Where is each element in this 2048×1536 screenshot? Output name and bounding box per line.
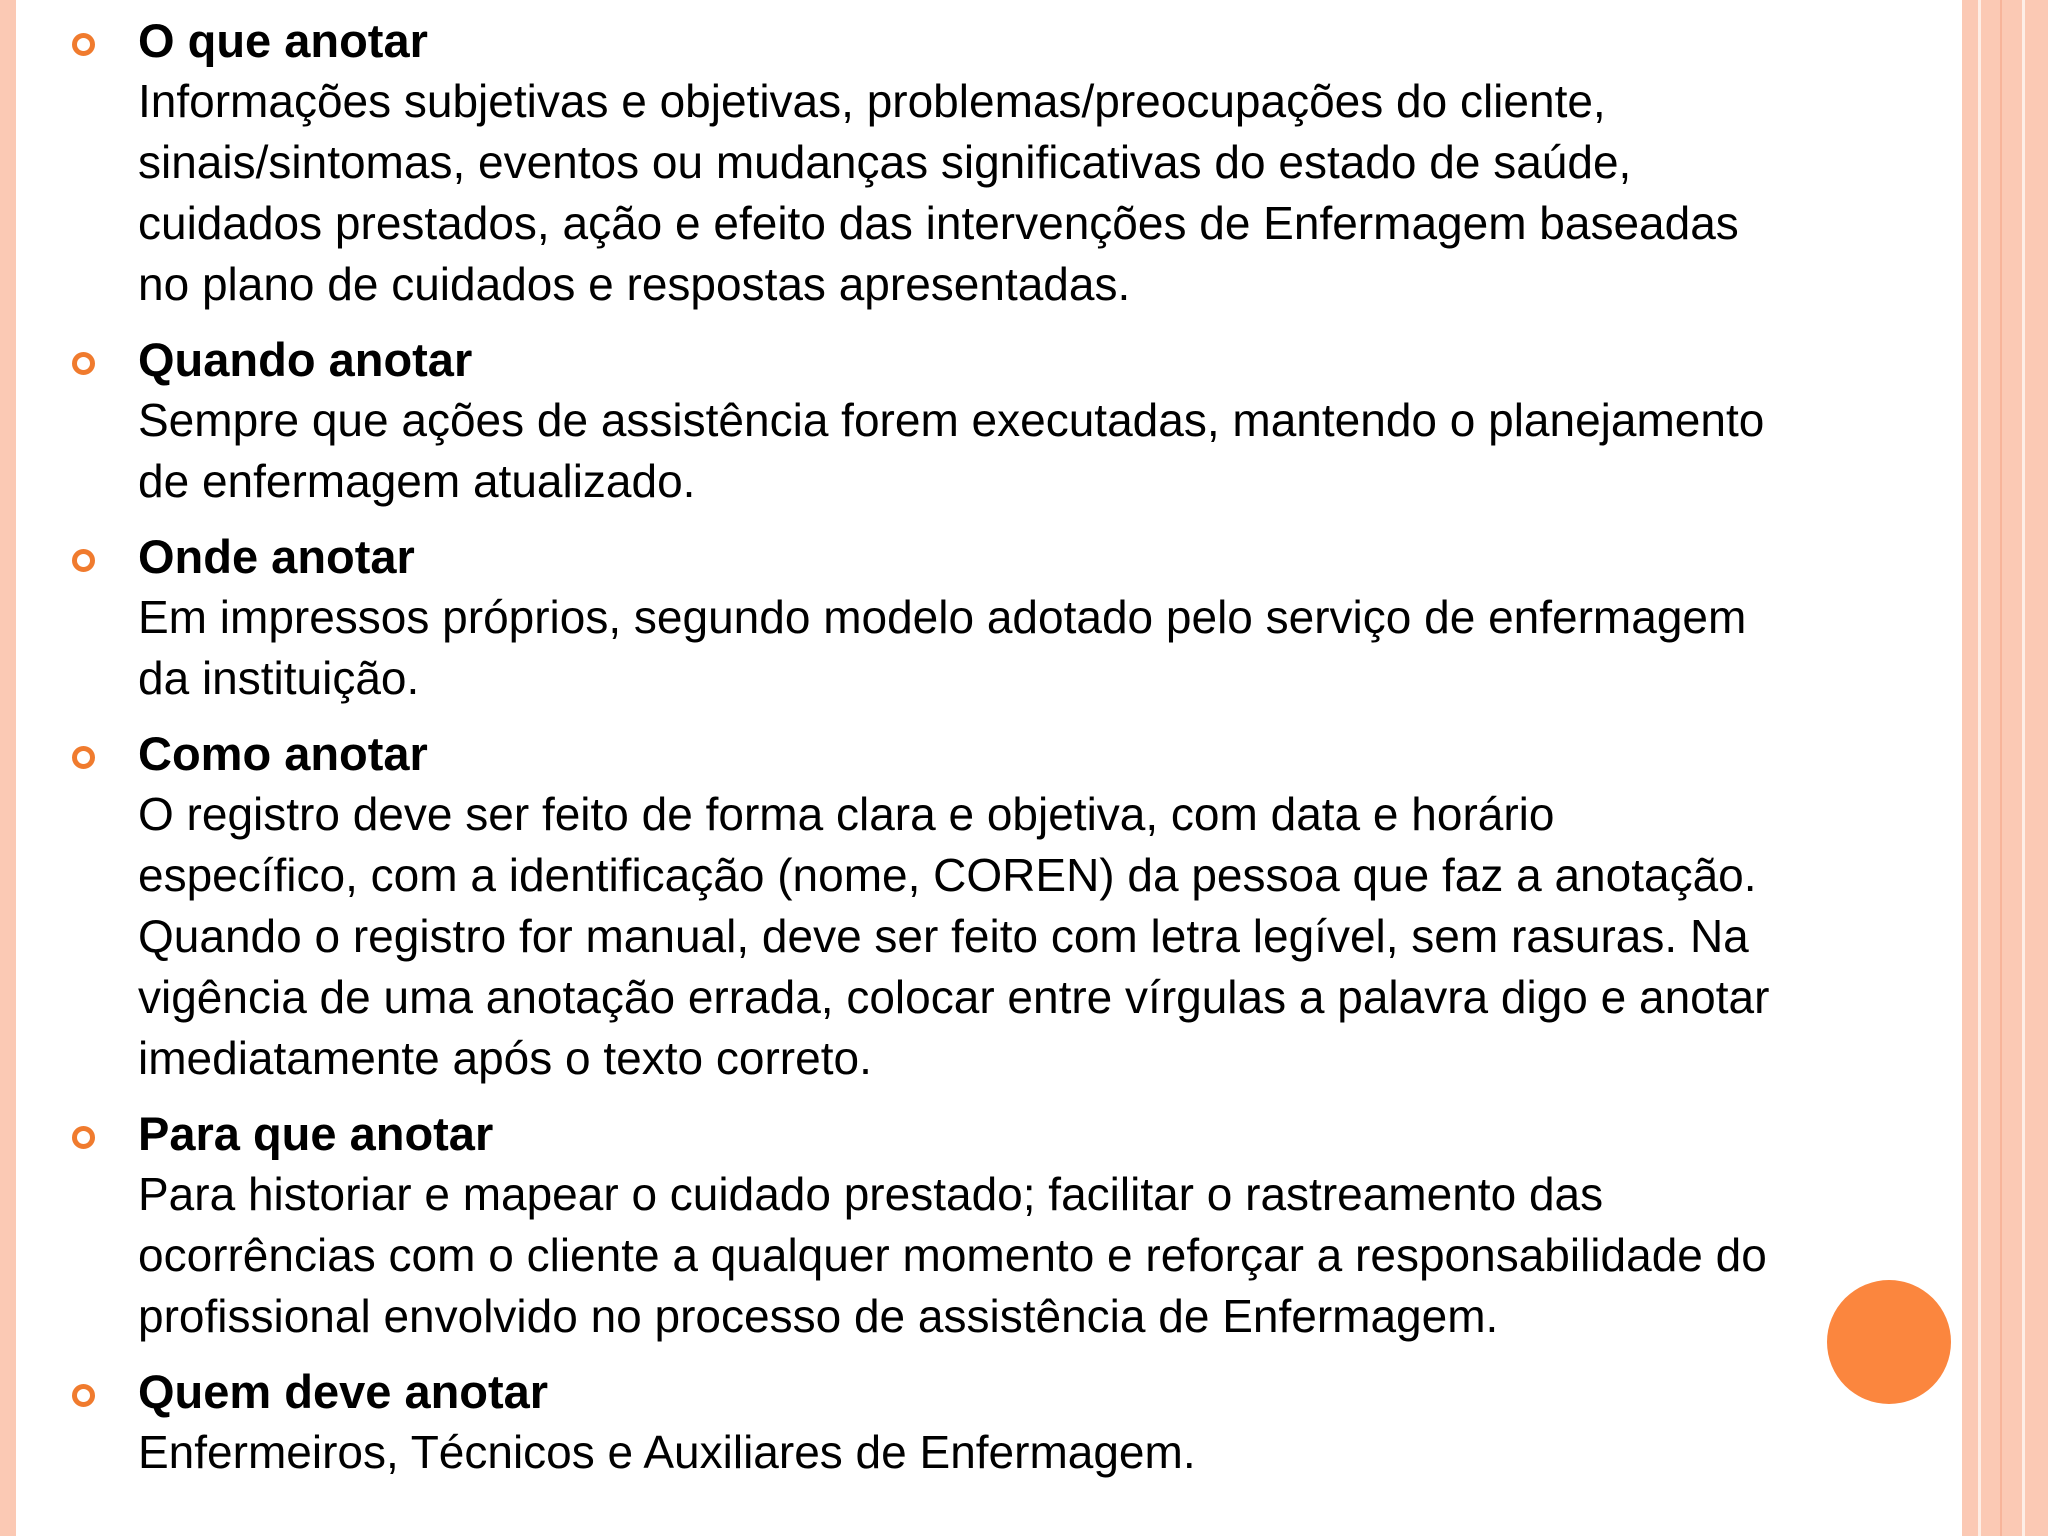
item-text-line: Enfermeiros, Técnicos e Auxiliares de Enfermagem. [138,1426,1196,1478]
hollow-circle-bullet-icon [72,352,95,375]
item-heading: Onde anotar [138,530,415,583]
item-text-line: de enfermagem atualizado. [138,455,696,507]
hollow-circle-bullet-icon [72,549,95,572]
item-text-line: imediatamente após o texto correto. [138,1032,872,1084]
item-text-line: Informações subjetivas e objetivas, problemas/preocupações do cliente, [138,75,1606,127]
hollow-circle-bullet-icon [72,1384,95,1407]
item-text-line: Sempre que ações de assistência forem executadas, mantendo o planejamento [138,394,1765,446]
item-text-line: profissional envolvido no processo de assistência de Enfermagem. [138,1290,1499,1342]
decorative-orange-circle [1827,1280,1951,1404]
item-heading: O que anotar [138,14,428,67]
item-text-line: ocorrências com o cliente a qualquer momento e reforçar a responsabilidade do [138,1229,1767,1281]
hollow-circle-bullet-icon [72,33,95,56]
list-item-quando-anotar [72,329,1962,512]
item-text-line: Quando o registro for manual, deve ser feito com letra legível, sem rasuras. Na [138,910,1749,962]
item-text-line: específico, com a identificação (nome, COREN) da pessoa que faz a anotação. [138,849,1757,901]
slide-frame-right [1962,0,2048,1536]
hollow-circle-bullet-icon [72,1126,95,1149]
frame-stripe [2000,0,2002,1536]
bullet-list [72,10,1962,1497]
item-text-line: cuidados prestados, ação e efeito das intervenções de Enfermagem baseadas [138,197,1739,249]
slide [16,0,1962,1536]
list-item-onde-anotar [72,526,1962,709]
list-item-como-anotar [72,723,1962,1089]
frame-stripe [2022,0,2025,1536]
item-text-line: no plano de cuidados e respostas apresentadas. [138,258,1131,310]
slide-frame-left [0,0,16,1536]
item-text-line: vigência de uma anotação errada, colocar entre vírgulas a palavra digo e anotar [138,971,1770,1023]
item-heading: Como anotar [138,727,428,780]
item-text-line: Em impressos próprios, segundo modelo adotado pelo serviço de enfermagem [138,591,1747,643]
list-item-para-que-anotar [72,1103,1962,1347]
list-item-o-que-anotar [72,10,1962,315]
item-heading: Para que anotar [138,1107,494,1160]
frame-stripe [1978,0,1981,1536]
list-item-quem-deve-anotar [72,1361,1962,1483]
item-text-line: da instituição. [138,652,420,704]
item-text-line: sinais/sintomas, eventos ou mudanças significativas do estado de saúde, [138,136,1632,188]
item-text-line: O registro deve ser feito de forma clara e objetiva, com data e horário [138,788,1555,840]
hollow-circle-bullet-icon [72,746,95,769]
item-heading: Quem deve anotar [138,1365,549,1418]
item-text-line: Para historiar e mapear o cuidado prestado; facilitar o rastreamento das [138,1168,1604,1220]
item-heading: Quando anotar [138,333,473,386]
